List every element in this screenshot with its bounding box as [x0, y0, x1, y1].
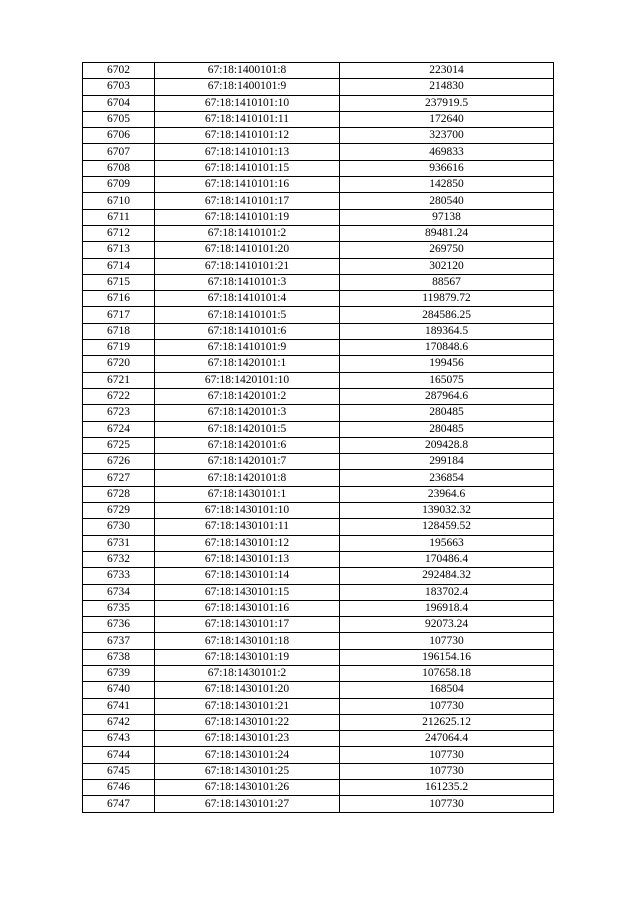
- value-cell: 89481.24: [340, 225, 554, 241]
- row-number-cell: 6716: [83, 291, 155, 307]
- table-row: [83, 177, 554, 193]
- cadastral-number-cell: 67:18:1430101:23: [155, 731, 340, 747]
- table-row: [83, 95, 554, 111]
- table-body: [83, 63, 554, 813]
- row-number-cell: 6741: [83, 698, 155, 714]
- value-cell: 323700: [340, 128, 554, 144]
- row-number-cell: 6730: [83, 519, 155, 535]
- value-cell: 170486.4: [340, 551, 554, 567]
- cadastral-number-cell: 67:18:1430101:1: [155, 486, 340, 502]
- table-row: [83, 340, 554, 356]
- table-row: [83, 307, 554, 323]
- value-cell: 142850: [340, 177, 554, 193]
- value-cell: 107658.18: [340, 665, 554, 681]
- cadastral-number-cell: 67:18:1430101:14: [155, 568, 340, 584]
- table-row: [83, 242, 554, 258]
- row-number-cell: 6725: [83, 437, 155, 453]
- value-cell: 128459.52: [340, 519, 554, 535]
- cadastral-number-cell: 67:18:1430101:24: [155, 747, 340, 763]
- table-row: [83, 209, 554, 225]
- row-number-cell: 6705: [83, 111, 155, 127]
- row-number-cell: 6707: [83, 144, 155, 160]
- table-row: [83, 665, 554, 681]
- table-row: [83, 144, 554, 160]
- cadastral-number-cell: 67:18:1420101:6: [155, 437, 340, 453]
- value-cell: 247064.4: [340, 731, 554, 747]
- row-number-cell: 6736: [83, 617, 155, 633]
- row-number-cell: 6713: [83, 242, 155, 258]
- cadastral-number-cell: 67:18:1430101:16: [155, 600, 340, 616]
- row-number-cell: 6726: [83, 454, 155, 470]
- row-number-cell: 6742: [83, 714, 155, 730]
- table-row: [83, 291, 554, 307]
- value-cell: 299184: [340, 454, 554, 470]
- row-number-cell: 6712: [83, 225, 155, 241]
- value-cell: 189364.5: [340, 323, 554, 339]
- row-number-cell: 6704: [83, 95, 155, 111]
- table-row: [83, 763, 554, 779]
- cadastral-number-cell: 67:18:1430101:18: [155, 633, 340, 649]
- row-number-cell: 6732: [83, 551, 155, 567]
- table-row: [83, 600, 554, 616]
- value-cell: 292484.32: [340, 568, 554, 584]
- cadastral-number-cell: 67:18:1430101:13: [155, 551, 340, 567]
- cadastral-number-cell: 67:18:1410101:5: [155, 307, 340, 323]
- row-number-cell: 6739: [83, 665, 155, 681]
- value-cell: 936616: [340, 160, 554, 176]
- table-row: [83, 535, 554, 551]
- value-cell: 199456: [340, 356, 554, 372]
- value-cell: 23964.6: [340, 486, 554, 502]
- row-number-cell: 6745: [83, 763, 155, 779]
- row-number-cell: 6711: [83, 209, 155, 225]
- value-cell: 107730: [340, 698, 554, 714]
- cadastral-number-cell: 67:18:1410101:3: [155, 274, 340, 290]
- value-cell: 165075: [340, 372, 554, 388]
- row-number-cell: 6722: [83, 388, 155, 404]
- value-cell: 107730: [340, 633, 554, 649]
- cadastral-number-cell: 67:18:1430101:22: [155, 714, 340, 730]
- value-cell: 172640: [340, 111, 554, 127]
- table-row: [83, 274, 554, 290]
- value-cell: 161235.2: [340, 780, 554, 796]
- row-number-cell: 6702: [83, 63, 155, 79]
- table-row: [83, 747, 554, 763]
- cadastral-number-cell: 67:18:1400101:9: [155, 79, 340, 95]
- row-number-cell: 6728: [83, 486, 155, 502]
- row-number-cell: 6740: [83, 682, 155, 698]
- cadastral-number-cell: 67:18:1430101:11: [155, 519, 340, 535]
- value-cell: 107730: [340, 747, 554, 763]
- row-number-cell: 6719: [83, 340, 155, 356]
- cadastral-number-cell: 67:18:1400101:8: [155, 63, 340, 79]
- row-number-cell: 6747: [83, 796, 155, 812]
- cadastral-number-cell: 67:18:1430101:27: [155, 796, 340, 812]
- table-row: [83, 258, 554, 274]
- row-number-cell: 6729: [83, 503, 155, 519]
- value-cell: 97138: [340, 209, 554, 225]
- cadastral-number-cell: 67:18:1420101:5: [155, 421, 340, 437]
- table-row: [83, 323, 554, 339]
- table-row: [83, 714, 554, 730]
- cadastral-number-cell: 67:18:1420101:8: [155, 470, 340, 486]
- row-number-cell: 6735: [83, 600, 155, 616]
- table-row: [83, 421, 554, 437]
- value-cell: 88567: [340, 274, 554, 290]
- row-number-cell: 6743: [83, 731, 155, 747]
- cadastral-number-cell: 67:18:1410101:4: [155, 291, 340, 307]
- cadastral-number-cell: 67:18:1410101:11: [155, 111, 340, 127]
- table-row: [83, 617, 554, 633]
- table-row: [83, 128, 554, 144]
- cadastral-number-cell: 67:18:1410101:13: [155, 144, 340, 160]
- table-row: [83, 519, 554, 535]
- value-cell: 269750: [340, 242, 554, 258]
- value-cell: 236854: [340, 470, 554, 486]
- cadastral-number-cell: 67:18:1420101:2: [155, 388, 340, 404]
- cadastral-number-cell: 67:18:1430101:2: [155, 665, 340, 681]
- cadastral-number-cell: 67:18:1410101:16: [155, 177, 340, 193]
- table-row: [83, 780, 554, 796]
- table-row: [83, 568, 554, 584]
- row-number-cell: 6723: [83, 405, 155, 421]
- row-number-cell: 6703: [83, 79, 155, 95]
- row-number-cell: 6746: [83, 780, 155, 796]
- row-number-cell: 6738: [83, 649, 155, 665]
- value-cell: 209428.8: [340, 437, 554, 453]
- value-cell: 237919.5: [340, 95, 554, 111]
- value-cell: 284586.25: [340, 307, 554, 323]
- value-cell: 139032.32: [340, 503, 554, 519]
- table-row: [83, 111, 554, 127]
- value-cell: 223014: [340, 63, 554, 79]
- row-number-cell: 6731: [83, 535, 155, 551]
- table-row: [83, 649, 554, 665]
- table-row: [83, 796, 554, 812]
- row-number-cell: 6734: [83, 584, 155, 600]
- table-row: [83, 486, 554, 502]
- value-cell: 170848.6: [340, 340, 554, 356]
- row-number-cell: 6721: [83, 372, 155, 388]
- table-row: [83, 470, 554, 486]
- row-number-cell: 6724: [83, 421, 155, 437]
- value-cell: 287964.6: [340, 388, 554, 404]
- table-row: [83, 388, 554, 404]
- value-cell: 183702.4: [340, 584, 554, 600]
- table-row: [83, 503, 554, 519]
- value-cell: 469833: [340, 144, 554, 160]
- table-row: [83, 698, 554, 714]
- cadastral-number-cell: 67:18:1410101:20: [155, 242, 340, 258]
- row-number-cell: 6720: [83, 356, 155, 372]
- cadastral-number-cell: 67:18:1420101:7: [155, 454, 340, 470]
- cadastral-number-cell: 67:18:1420101:3: [155, 405, 340, 421]
- value-cell: 302120: [340, 258, 554, 274]
- table-row: [83, 160, 554, 176]
- value-cell: 195663: [340, 535, 554, 551]
- table-row: [83, 731, 554, 747]
- value-cell: 119879.72: [340, 291, 554, 307]
- value-cell: 214830: [340, 79, 554, 95]
- value-cell: 92073.24: [340, 617, 554, 633]
- value-cell: 212625.12: [340, 714, 554, 730]
- value-cell: 107730: [340, 796, 554, 812]
- cadastral-number-cell: 67:18:1420101:1: [155, 356, 340, 372]
- cadastral-number-cell: 67:18:1430101:15: [155, 584, 340, 600]
- table-row: [83, 584, 554, 600]
- table-row: [83, 551, 554, 567]
- cadastral-number-cell: 67:18:1410101:17: [155, 193, 340, 209]
- table-row: [83, 405, 554, 421]
- table-row: [83, 193, 554, 209]
- value-cell: 196154.16: [340, 649, 554, 665]
- row-number-cell: 6706: [83, 128, 155, 144]
- cadastral-number-cell: 67:18:1410101:12: [155, 128, 340, 144]
- cadastral-number-cell: 67:18:1410101:21: [155, 258, 340, 274]
- table-row: [83, 372, 554, 388]
- cadastral-number-cell: 67:18:1410101:6: [155, 323, 340, 339]
- row-number-cell: 6709: [83, 177, 155, 193]
- cadastral-number-cell: 67:18:1410101:15: [155, 160, 340, 176]
- value-cell: 280540: [340, 193, 554, 209]
- cadastral-number-cell: 67:18:1430101:21: [155, 698, 340, 714]
- table-row: [83, 79, 554, 95]
- table-row: [83, 682, 554, 698]
- row-number-cell: 6717: [83, 307, 155, 323]
- row-number-cell: 6710: [83, 193, 155, 209]
- cadastral-number-cell: 67:18:1410101:2: [155, 225, 340, 241]
- value-cell: 107730: [340, 763, 554, 779]
- value-cell: 168504: [340, 682, 554, 698]
- value-cell: 280485: [340, 405, 554, 421]
- table-row: [83, 356, 554, 372]
- row-number-cell: 6727: [83, 470, 155, 486]
- cadastral-number-cell: 67:18:1430101:17: [155, 617, 340, 633]
- value-cell: 280485: [340, 421, 554, 437]
- table-row: [83, 633, 554, 649]
- row-number-cell: 6715: [83, 274, 155, 290]
- cadastral-number-cell: 67:18:1410101:9: [155, 340, 340, 356]
- cadastral-number-cell: 67:18:1420101:10: [155, 372, 340, 388]
- row-number-cell: 6708: [83, 160, 155, 176]
- table-row: [83, 225, 554, 241]
- cadastral-number-cell: 67:18:1410101:19: [155, 209, 340, 225]
- value-cell: 196918.4: [340, 600, 554, 616]
- row-number-cell: 6733: [83, 568, 155, 584]
- table-row: [83, 63, 554, 79]
- cadastral-number-cell: 67:18:1410101:10: [155, 95, 340, 111]
- cadastral-number-cell: 67:18:1430101:20: [155, 682, 340, 698]
- row-number-cell: 6737: [83, 633, 155, 649]
- cadastral-number-cell: 67:18:1430101:26: [155, 780, 340, 796]
- cadastral-number-cell: 67:18:1430101:25: [155, 763, 340, 779]
- row-number-cell: 6718: [83, 323, 155, 339]
- cadastral-number-cell: 67:18:1430101:10: [155, 503, 340, 519]
- table-row: [83, 454, 554, 470]
- cadastral-value-table: [82, 62, 554, 813]
- row-number-cell: 6714: [83, 258, 155, 274]
- cadastral-number-cell: 67:18:1430101:19: [155, 649, 340, 665]
- row-number-cell: 6744: [83, 747, 155, 763]
- table-row: [83, 437, 554, 453]
- cadastral-number-cell: 67:18:1430101:12: [155, 535, 340, 551]
